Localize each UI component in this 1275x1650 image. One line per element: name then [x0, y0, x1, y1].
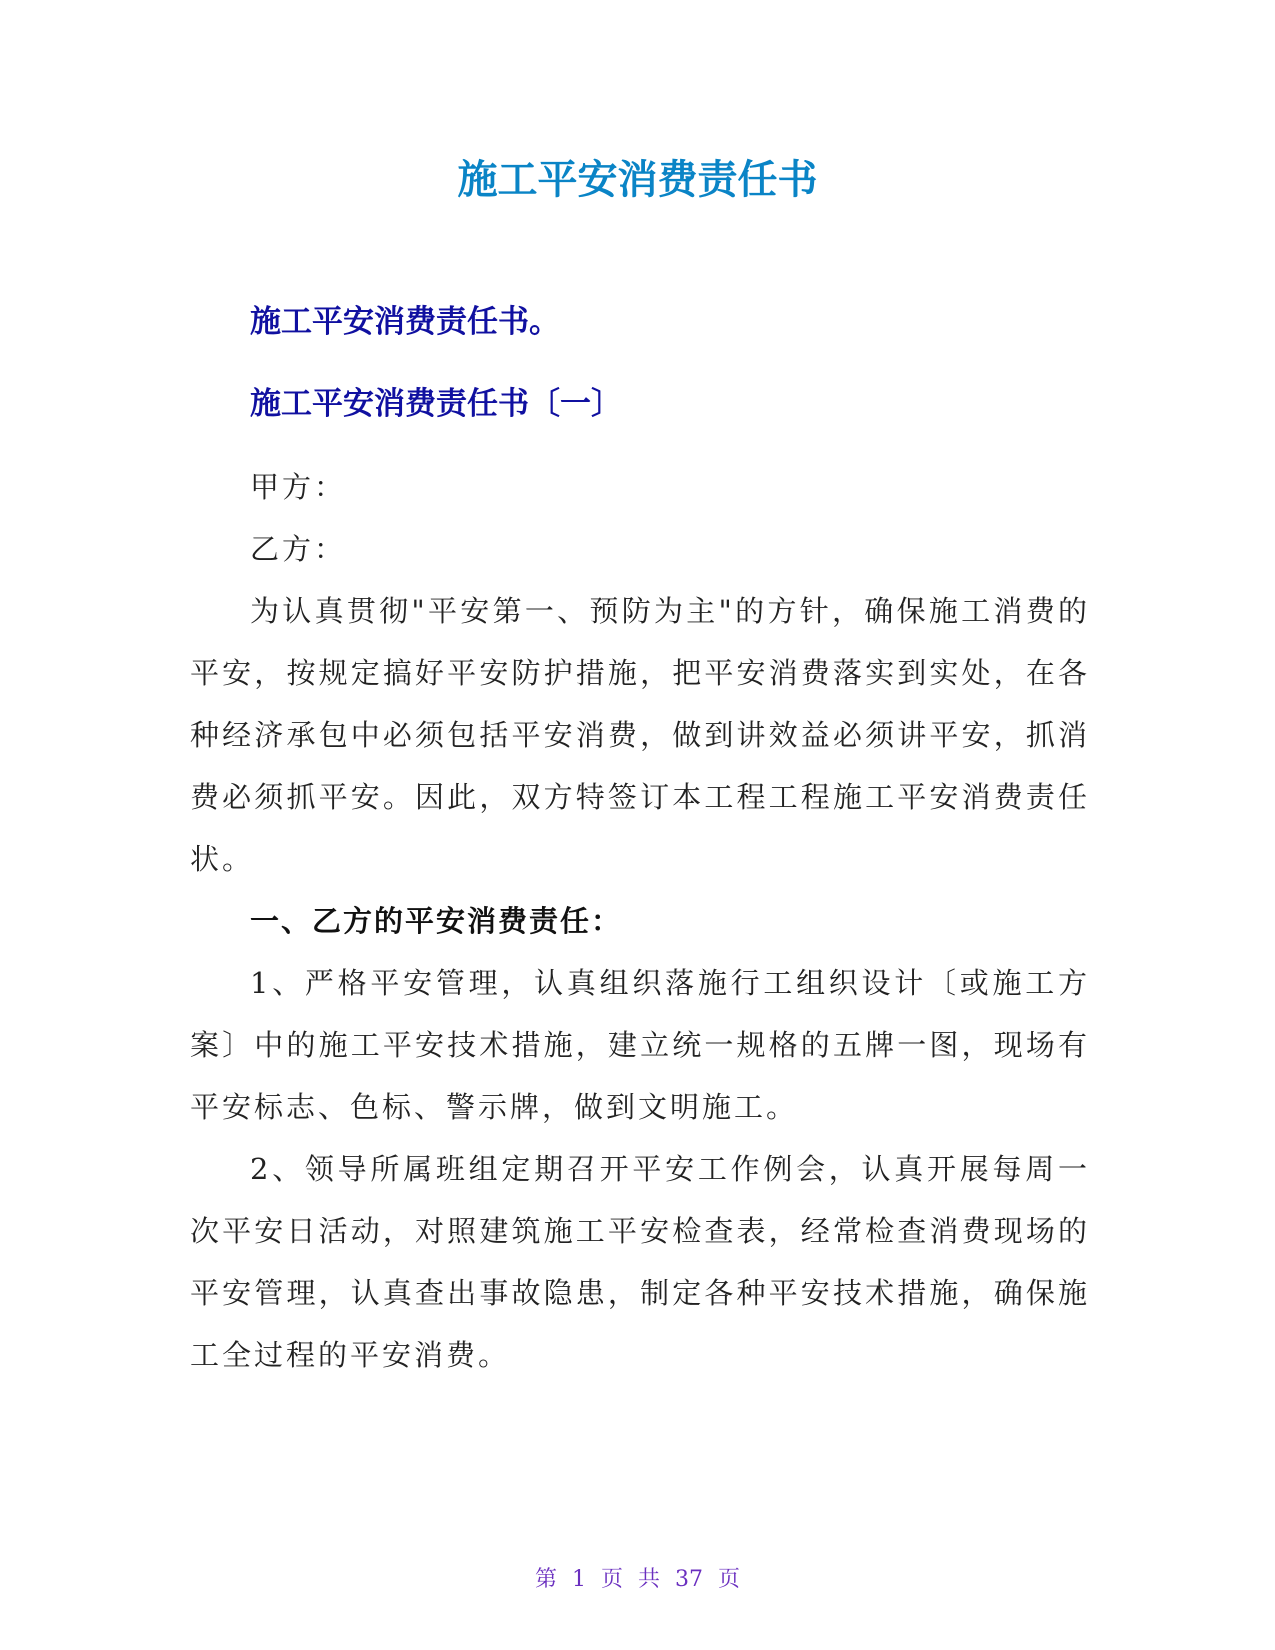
document-title: 施工平安消费责任书	[457, 157, 818, 203]
section-1-title: 一、乙方的平安消费责任：	[250, 904, 623, 938]
intro-paragraph: 为认真贯彻"平安第一、预防为主"的方针，确保施工消费的平安，按规定搞好平安防护措施，把平安消费落实到实处，在各种经济承包中必须包括平安消费，做到讲效益必须讲平安，抓消费必须抓平安。因此，双方特签订本工程工程施工平安消费责任状。	[190, 594, 1090, 876]
heading-2: 施工平安消费责任书〔一〕	[250, 386, 622, 422]
page-number-footer: 第 1 页 共 37 页	[535, 1567, 740, 1592]
heading-1: 施工平安消费责任书。	[250, 304, 560, 340]
document-body	[190, 300, 1090, 1386]
party-b-line: 乙方：	[250, 532, 347, 566]
item-2-paragraph: 2、领导所属班组定期召开平安工作例会，认真开展每周一次平安日活动，对照建筑施工平安检查表，经常检查消费现场的平安管理，认真查出事故隐患，制定各种平安技术措施，确保施工全过程的平安消费。	[190, 1152, 1090, 1372]
party-a-line: 甲方：	[250, 470, 347, 504]
item-1-paragraph: 1、严格平安管理，认真组织落施行工组织设计〔或施工方案〕中的施工平安技术措施，建立统一规格的五牌一图，现场有平安标志、色标、警示牌，做到文明施工。	[190, 966, 1090, 1124]
